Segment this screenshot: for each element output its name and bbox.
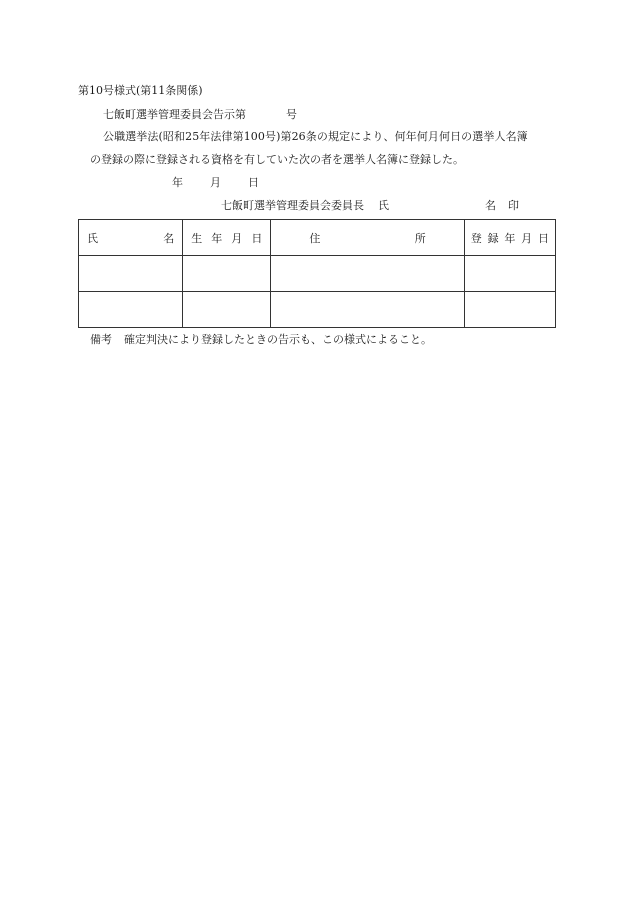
header-name: 氏 名 <box>79 220 183 256</box>
cell-name <box>79 256 183 292</box>
date-year: 年 <box>172 176 183 189</box>
body-text-line-2: の登録の際に登録される資格を有していた次の者を選挙人名簿に登録した。 <box>90 153 464 166</box>
name-label-second: 名 <box>485 199 496 212</box>
name-label-first: 氏 <box>378 199 389 212</box>
cell-registration-date <box>464 292 555 328</box>
remarks-label: 備考 <box>90 333 112 346</box>
table-row <box>79 256 556 292</box>
register-table <box>78 219 556 328</box>
cell-birth-date <box>183 256 271 292</box>
notice-header <box>103 108 297 122</box>
cell-birth-date <box>183 292 271 328</box>
form-number: 第10号様式(第11条関係) <box>78 84 203 97</box>
notice-title: 七飯町選挙管理委員会告示第 <box>103 108 246 121</box>
cell-name <box>79 292 183 328</box>
cell-address <box>271 292 464 328</box>
remarks-text: 確定判決により登録したときの告示も、この様式によること。 <box>124 333 432 346</box>
remarks <box>90 333 432 347</box>
header-registration-date: 登 録 年 月 日 <box>464 220 555 256</box>
signature-line <box>221 199 519 213</box>
header-address: 住 所 <box>271 220 464 256</box>
date-month: 月 <box>210 176 221 189</box>
date-line <box>172 176 259 190</box>
table-row <box>79 292 556 328</box>
body-text-line-1: 公職選挙法(昭和25年法律第100号)第26条の規定により、何年何月何日の選挙人名簿 <box>103 130 528 143</box>
notice-number-suffix: 号 <box>286 108 297 121</box>
chairman-title: 七飯町選挙管理委員会委員長 <box>221 199 364 212</box>
table-header-row <box>79 220 556 256</box>
header-birth-date: 生 年 月 日 <box>183 220 271 256</box>
seal-mark: 印 <box>508 199 519 212</box>
cell-registration-date <box>464 256 555 292</box>
cell-address <box>271 256 464 292</box>
date-day: 日 <box>248 176 259 189</box>
